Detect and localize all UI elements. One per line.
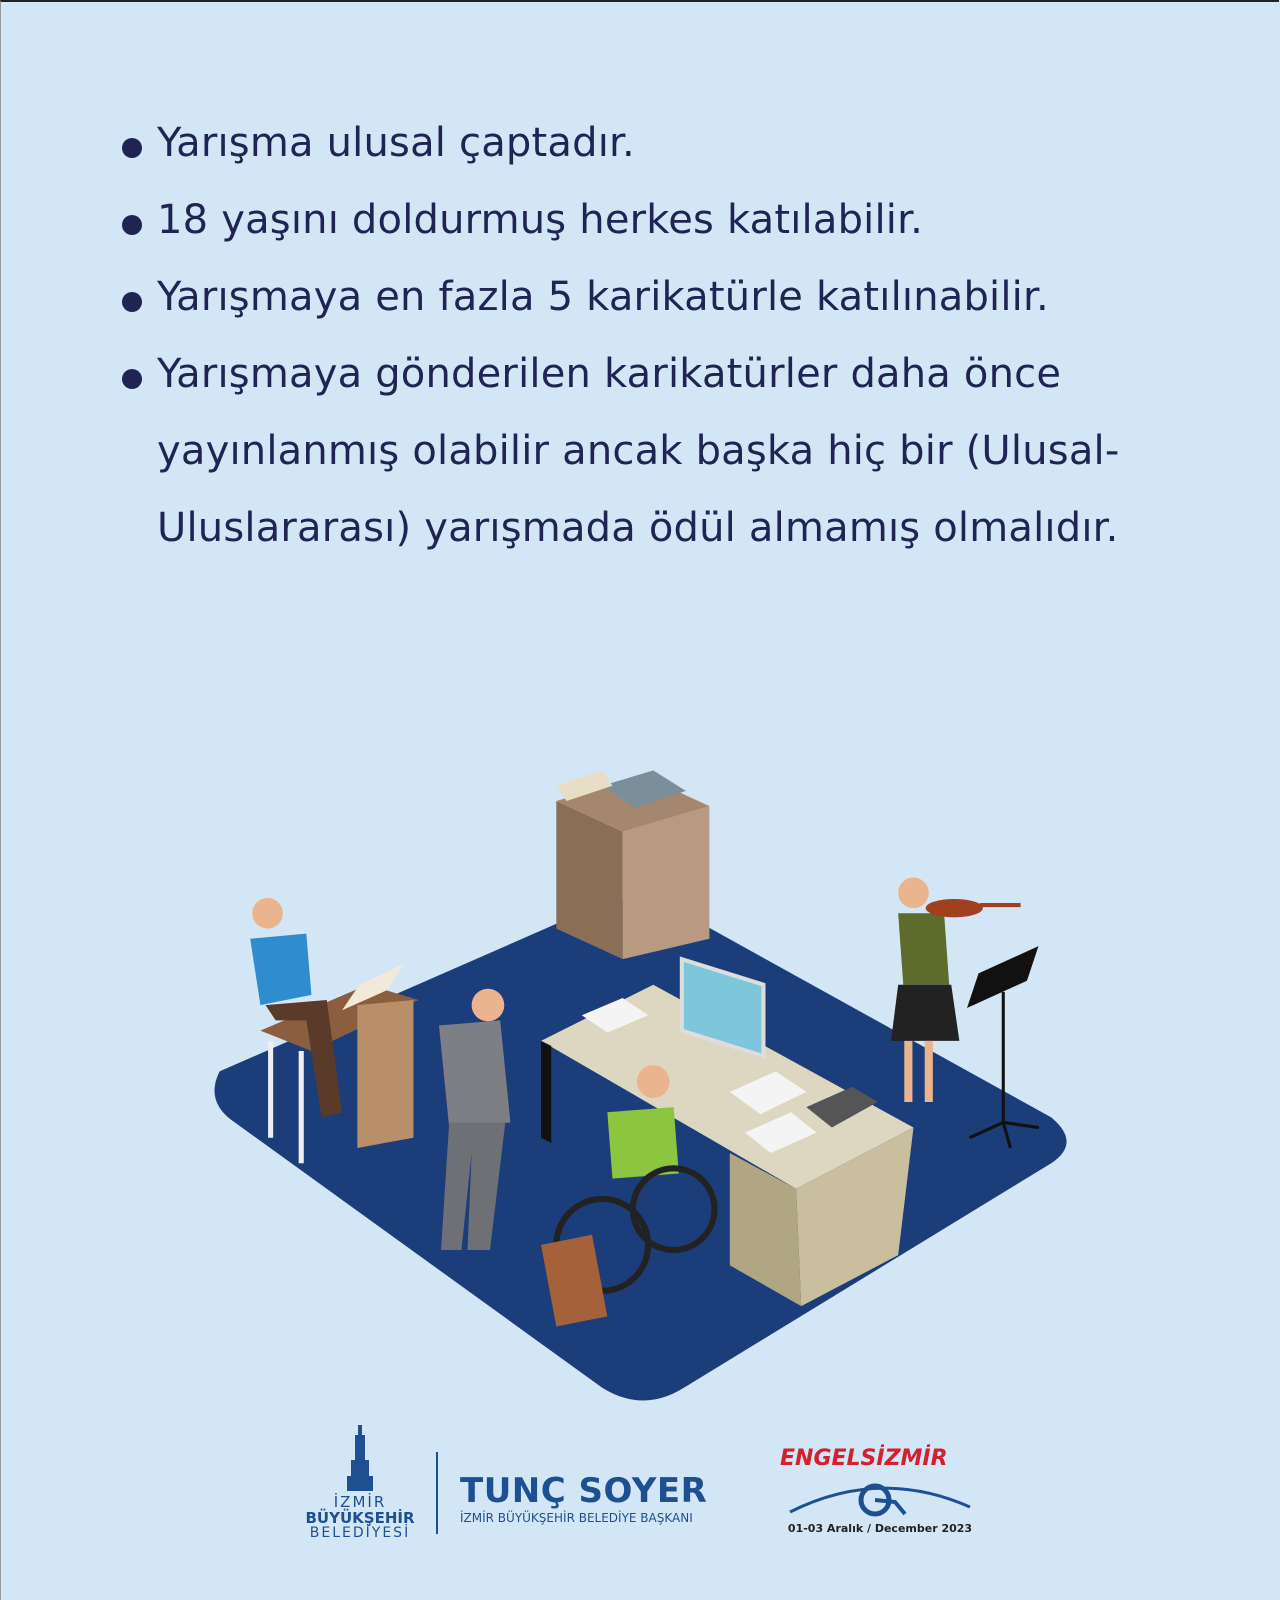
mayor-title: İZMİR BÜYÜKŞEHİR BELEDİYE BAŞKANI: [460, 1511, 693, 1525]
ibb-logo: [300, 1425, 420, 1541]
event-name: ENGELSİZMİR: [780, 1446, 948, 1471]
logo-divider: [436, 1452, 438, 1534]
event-dates: 01-03 Aralık / December 2023: [787, 1522, 973, 1535]
ibb-line3: BELEDİYESİ: [309, 1525, 411, 1541]
rule-text: Yarışmaya gönderilen karikatürler daha önce yayınlanmış olabilir ancak başka hiç bir (Ulusal-Uluslararası) yarışmada ödül almamış olmalıdır.: [157, 351, 1120, 551]
rule-text: Yarışmaya en fazla 5 karikatürle katılınabilir.: [157, 274, 1049, 320]
engelsizmir-logo: [780, 1446, 980, 1546]
mayor-name: TUNÇ SOYER: [460, 1471, 708, 1511]
wheelchair-eye-icon: [780, 1472, 980, 1542]
mayor-logo: [460, 1472, 707, 1526]
rule-text: 18 yaşını doldurmuş herkes katılabilir.: [157, 197, 923, 243]
rule-text: Yarışma ulusal çaptadır.: [157, 120, 635, 166]
ibb-line1: İZMİR: [333, 1493, 387, 1511]
clock-tower-icon: [345, 1425, 375, 1491]
cabinet: [556, 770, 709, 959]
ibb-line2: BÜYÜKŞEHİR: [305, 1509, 415, 1527]
